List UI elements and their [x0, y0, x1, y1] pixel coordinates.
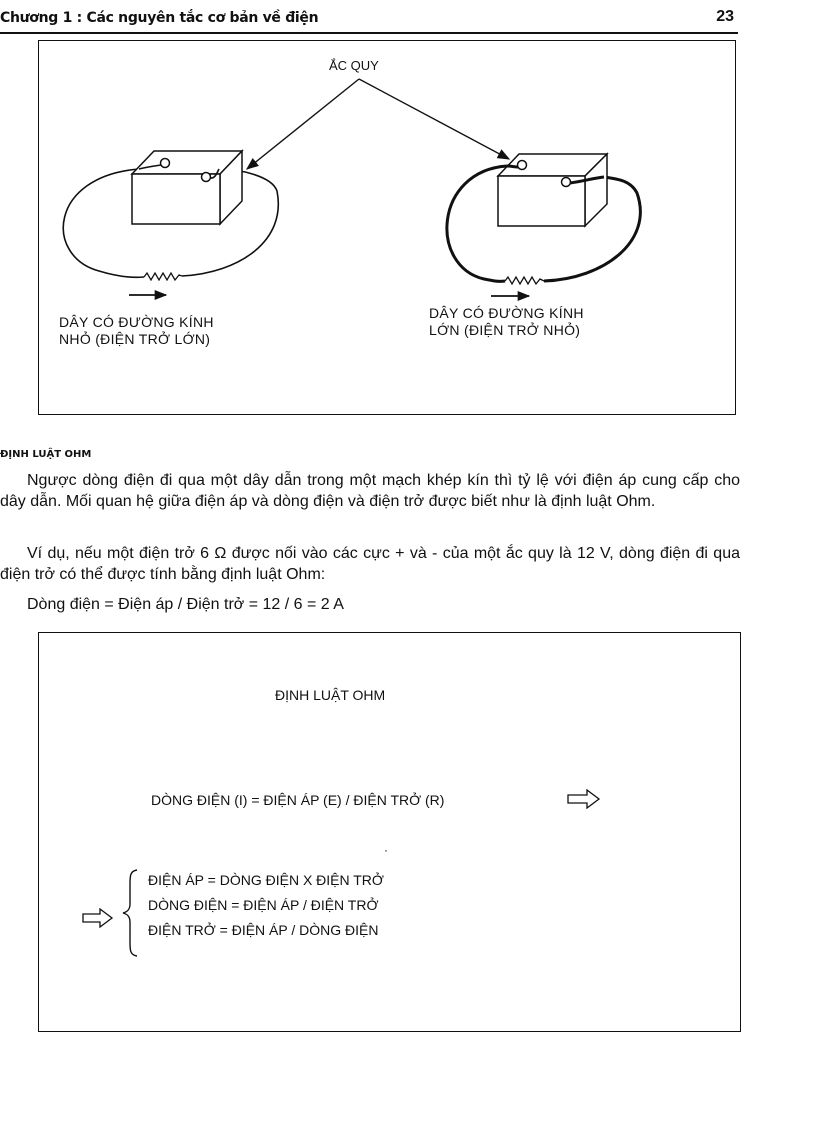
derived-formula-resistance: ĐIỆN TRỞ = ĐIỆN ÁP / DÒNG ĐIỆN: [148, 922, 379, 938]
left-caption-line-1: DÂY CÓ ĐƯỜNG KÍNH: [59, 314, 214, 330]
page-header: [0, 6, 738, 34]
section-heading: ĐỊNH LUẬT OHM: [0, 449, 92, 460]
battery-label: ẮC QUY: [329, 58, 379, 73]
battery-wire-diagram: [38, 40, 736, 415]
left-caption-line-2: NHỎ (ĐIỆN TRỞ LỚN): [59, 331, 211, 347]
resistor-left: [144, 273, 182, 280]
derived-formula-current: DÒNG ĐIỆN = ĐIỆN ÁP / ĐIỆN TRỞ: [148, 897, 379, 913]
resistor-right: [505, 277, 544, 284]
ohms-law-title: ĐỊNH LUẬT OHM: [275, 687, 386, 703]
ohms-law-formula: DÒNG ĐIỆN (I) = ĐIỆN ÁP (E) / ĐIỆN TRỞ (R): [151, 792, 445, 808]
chapter-title: Chương 1 : Các nguyên tắc cơ bản về điện: [0, 10, 319, 26]
right-caption-line-1: DÂY CÓ ĐƯỜNG KÍNH: [429, 305, 584, 321]
right-circuit: [447, 154, 640, 296]
stray-mark: ·: [384, 843, 388, 857]
derived-formulas: [148, 868, 384, 943]
page-number: 23: [716, 8, 734, 25]
left-circuit: [63, 151, 278, 295]
right-wire-caption: [429, 305, 584, 339]
right-caption-line-2: LỚN (ĐIỆN TRỞ NHỎ): [429, 322, 581, 338]
left-curly-brace-icon: [121, 868, 141, 958]
left-wire-caption: [59, 314, 214, 348]
paragraph-calculation: Dòng điện = Điện áp / Điện trở = 12 / 6 = 2 A: [27, 596, 344, 613]
paragraph-example: Ví dụ, nếu một điện trở 6 Ω được nối vào các cực + và - của một ắc quy là 12 V, dòng điện đi qua điện trở có thể được tính bằng định luật Ohm:: [0, 545, 740, 583]
ohms-law-box: [38, 632, 741, 1032]
diagram-drawing: [39, 41, 737, 416]
derived-formula-voltage: ĐIỆN ÁP = DÒNG ĐIỆN X ĐIỆN TRỞ: [148, 872, 384, 888]
pointer-line-left: [247, 79, 359, 169]
pointer-line-right: [359, 79, 509, 159]
paragraph-intro: Ngược dòng điện đi qua một dây dẫn trong một mạch khép kín thì tỷ lệ với điện áp cung cấp cho dây dẫn. Mối quan hệ giữa điện áp và dòng điện và điện trở được biết như là định luật Ohm.: [0, 472, 740, 510]
